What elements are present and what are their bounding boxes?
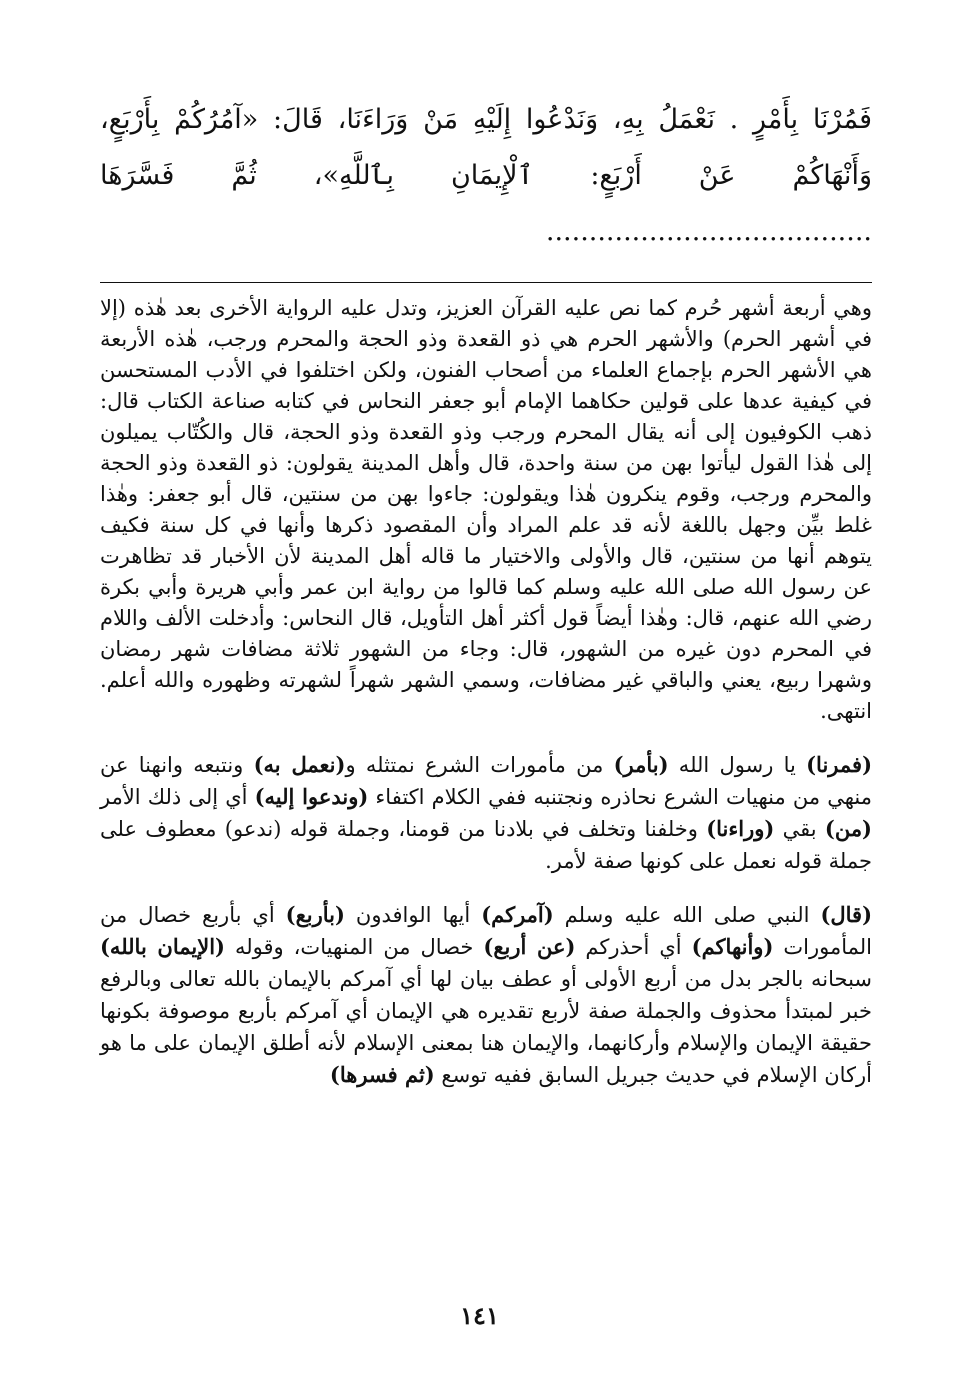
commentary-text: سبحانه بالجر بدل من أربع الأولى أو عطف بيان لها أي آمركم بالإيمان بالله تعالى وبالرفع خبر لمبتدأ محذوف والجملة صفة لأربع تقديره هي الإيمان أي آمركم بأربع موصوفة بكونها حقيقة الإيمان والإسلام وأركانهما، والإيمان هنا بمعنى الإسلام لأنه أطلق الإيمان على ما هو أركان الإسلام في حديث جبريل السابق ففيه توسع bbox=[100, 967, 872, 1087]
bold-term: (قال) bbox=[820, 902, 873, 927]
commentary-text: أيها الوافدون bbox=[344, 903, 482, 927]
commentary-text: النبي صلى الله عليه وسلم bbox=[553, 903, 821, 927]
bold-term: (بأمر) bbox=[613, 752, 669, 777]
commentary-text: يا رسول الله bbox=[668, 753, 807, 777]
page-number: ١٤١ bbox=[460, 1301, 499, 1330]
commentary-text: بقي bbox=[774, 817, 825, 841]
commentary-text: أي بأربع خصال من المأمورات bbox=[100, 903, 872, 959]
commentary-paragraph-1 bbox=[100, 749, 872, 877]
commentary-paragraph-2 bbox=[100, 899, 872, 1091]
bold-term: (عن أربع) bbox=[483, 934, 576, 959]
bold-term: (آمركم) bbox=[481, 902, 554, 927]
bold-term: (وأنهاكم) bbox=[691, 934, 774, 959]
commentary-text: من مأمورات الشرع نمتثله و bbox=[345, 753, 614, 777]
commentary-text: خصال من المنهيات، وقوله bbox=[224, 935, 484, 959]
commentary-text: أي إلى ذلك الأمر bbox=[100, 785, 255, 809]
bold-term: (فمرنا) bbox=[806, 752, 873, 777]
bold-term: (وراءنا) bbox=[706, 816, 775, 841]
page-body bbox=[100, 92, 872, 1091]
bold-term: (من) bbox=[824, 816, 872, 841]
bold-term: (بأربع) bbox=[285, 902, 345, 927]
commentary-text: أي أحذركم bbox=[575, 935, 692, 959]
bold-term: (نعمل به) bbox=[253, 752, 346, 777]
hadith-text: فَمُرْنَا بِأَمْرٍ . نَعْمَلُ بِهِ، وَنَدْعُوا إِلَيْهِ مَنْ وَرَاءَنَا، قَالَ: «آمُرُكُمْ بِأَرْبَعٍ، وَأَنْهَاكُمْ عَنْ أَرْبَعٍ: ٱلْإِيمَانِ بِٱللَّهِ»، ثُمَّ فَسَّرَهَا ...................................... bbox=[100, 104, 872, 247]
bold-term: (وندعوا إليه) bbox=[254, 784, 369, 809]
bold-term: (ثم فسرها) bbox=[329, 1062, 435, 1087]
footnote-separator bbox=[100, 282, 872, 283]
footnote-text: وهي أربعة أشهر حُرم كما نص عليه القرآن العزيز، وتدل عليه الرواية الأخرى بعد هٰذه (إلا في أشهر الحرم) والأشهر الحرم هي ذو القعدة وذو الحجة والمحرم ورجب، هٰذه الأربعة هي الأشهر الحرم بإجماع العلماء من أصحاب الفنون، ولكن اختلفوا في الأدب المستحسن في كيفية عدها على قولين حكاهما الإمام أبو جعفر النحاس في كتابه صناعة الكتاب قال: ذهب الكوفيون إلى أنه يقال المحرم ورجب وذو القعدة وذو الحجة، قال والكُتّاب يميلون إلى هٰذا القول ليأتوا بهن من سنة واحدة، قال وأهل المدينة يقولون: ذو القعدة وذو الحجة والمحرم ورجب، وقوم ينكرون هٰذا ويقولون: جاءوا بهن من سنتين، قال أبو جعفر: وهٰذا غلط بيِّن وجهل باللغة لأنه قد علم المراد وأن المقصود ذكرها وأنها في كل سنة فكيف يتوهم أنها من سنتين، قال والأولى والاختيار ما قاله أهل المدينة لأن الأخبار قد تظاهرت عن رسول الله صلى الله عليه وسلم كما قالوا من رواية ابن عمر وأبي هريرة وأبي بكرة رضي الله عنهم، قال: وهٰذا أيضاً قول أكثر أهل التأويل، قال النحاس: وأدخلت الألف واللام في المحرم دون غيره من الشهور، قال: وجاء من الشهور ثلاثة مضافات شهر رمضان وشهرا ربيع، يعني والباقي غير مضافات، وسمي الشهر شهراً لشهرته وظهوره والله أعلم. انتهى. bbox=[100, 296, 872, 723]
commentary-text: وخلفنا وتخلف في بلادنا من قومنا، وجملة قوله (ندعو) معطوف على جملة قوله نعمل على كونها صفة لأمر. bbox=[100, 817, 872, 873]
commentary-text: ونتبعه وانهنا عن منهي من منهيات الشرع نحاذره ونجتنبه ففي الكلام اكتفاء bbox=[100, 753, 872, 809]
bold-term: (الإيمان بالله) bbox=[100, 934, 225, 959]
